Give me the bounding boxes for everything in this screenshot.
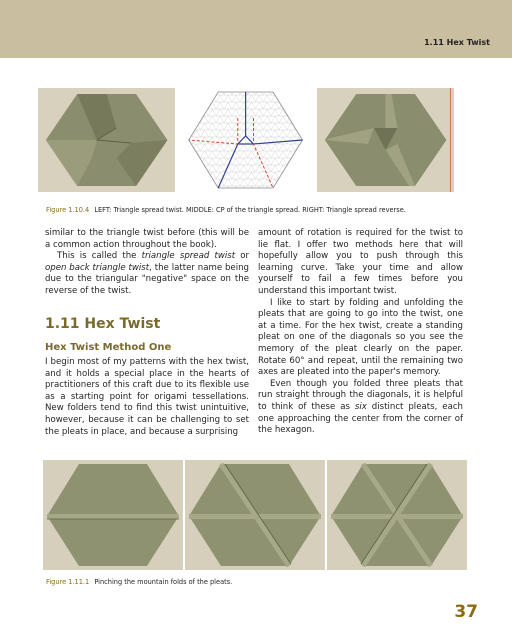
- paragraph: I like to start by folding and unfolding the pleats that are going to go into the twist, one at a time. For the hex twist, create a standing pleat on one of the diagonals so you see the memory of the pleat clearly on the paper. Rotate 60° and repeat, until the remaining two axes are pleated into the paper's memory.: [258, 297, 463, 378]
- figure-number: Figure 1.11.1: [46, 578, 90, 586]
- photo-pleat-two: [185, 460, 325, 570]
- figure-caption-text: LEFT: Triangle spread twist. MIDDLE: CP of the triangle spread. RIGHT: Triangle spread reverse.: [94, 206, 406, 214]
- figure-caption: [46, 578, 232, 586]
- section-heading: 1.11 Hex Twist: [45, 316, 161, 332]
- figure-1-10-4: [38, 88, 454, 192]
- figure-caption: [46, 206, 406, 214]
- photo-triangle-spread-reverse: [317, 88, 454, 192]
- photo-triangle-spread-twist: [38, 88, 175, 192]
- paragraph: I begin most of my patterns with the hex twist, and it holds a special place in the hearts of practitioners of this craft due to its flexible use as a starting point for origami tessellations. New folders tend to find this twist unintuitive, however, because it can be challenging to set the pleats in place, and because a surprising: [45, 357, 249, 437]
- crease-pattern-triangle-spread: [177, 88, 314, 192]
- photo-pleat-three: [327, 460, 467, 570]
- body-column-right: [258, 228, 463, 437]
- photo-pleat-one: [43, 460, 183, 570]
- body-column-left-top: [45, 228, 249, 298]
- header-band: [0, 0, 512, 58]
- paragraph: Even though you folded three pleats that run straight through the diagonals, it is helpful to think of these as six distinct pleats, each one approaching the center from the corner of the hexagon.: [258, 378, 464, 436]
- page-number: 37: [454, 602, 478, 622]
- paragraph: amount of rotation is required for the twist to lie flat. I offer two methods here that will hopefully allow you to push through this learning curve. Take your time and allow yourself to fail a few times before you understand this important twist.: [258, 228, 463, 296]
- paragraph: This is called the triangle spread twist or open back triangle twist, the latter name being due to the triangular "negative" space on the reverse of the twist.: [45, 251, 250, 296]
- body-column-left-lower: [45, 357, 249, 438]
- figure-caption-text: Pinching the mountain folds of the pleats.: [94, 578, 233, 586]
- figure-1-11-1: [43, 460, 467, 570]
- paragraph: similar to the triangle twist before (this will be a common action throughout the book).: [45, 228, 249, 250]
- subsection-heading: Hex Twist Method One: [45, 342, 172, 353]
- figure-number: Figure 1.10.4: [46, 206, 90, 214]
- running-header: 1.11 Hex Twist: [424, 38, 490, 47]
